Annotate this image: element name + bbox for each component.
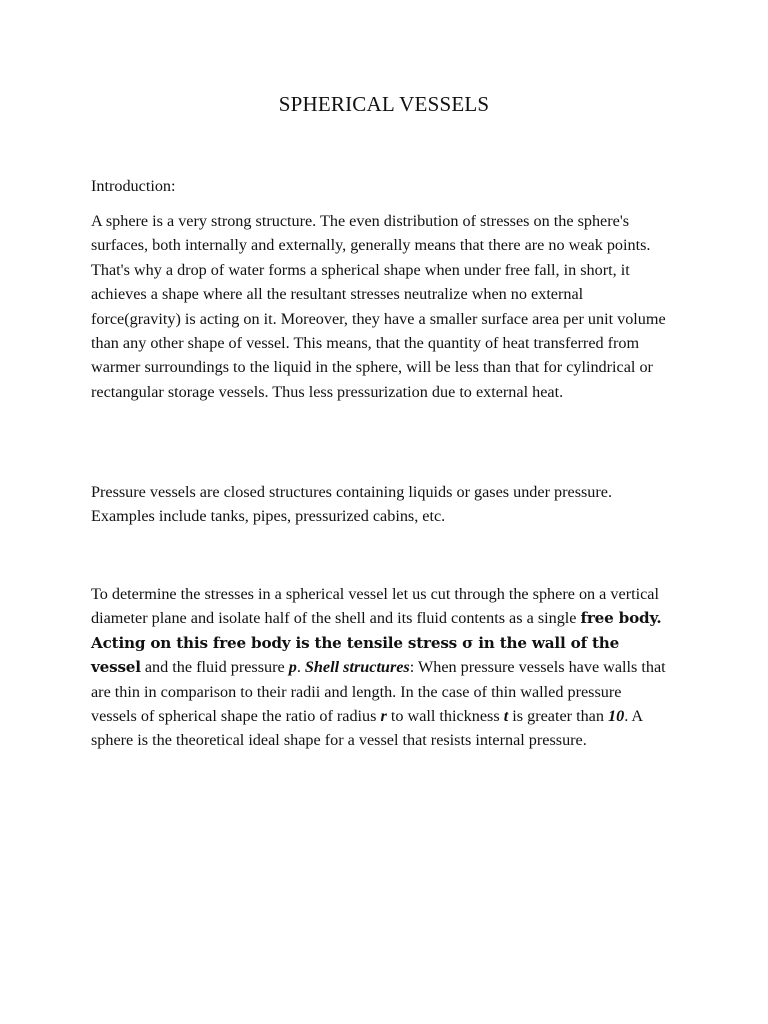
paragraph-stress-analysis (91, 582, 671, 753)
ratio-value: 10 (608, 707, 625, 726)
introduction-label-text: Introduction: (91, 177, 176, 195)
paragraph-stress-analysis-text (91, 582, 671, 753)
text-span: . (296, 658, 305, 677)
introduction-label (91, 174, 671, 198)
variable-t: t (503, 707, 509, 726)
variable-p: p (288, 658, 297, 677)
text-span: is greater than (508, 707, 608, 726)
paragraph-sphere-strength (91, 209, 671, 404)
text-span: . A sphere is the theoretical ideal shape for a vessel that resists internal pressure. (91, 707, 643, 750)
text-span: and the fluid pressure (140, 658, 289, 677)
text-span: To determine the stresses in a spherical vessel let us cut through the sphere on a vertical diameter plane and isolate half of the shell and its fluid contents as a single (91, 585, 659, 628)
shell-structures-term: Shell structures (304, 658, 410, 677)
text-span: to wall thickness (386, 707, 504, 726)
text-span: : When pressure vessels have walls that are thin in comparison to their radii and length. In the case of thin walled pressure vessels of spherical shape the ratio of radius (91, 658, 666, 726)
paragraph-pressure-vessels (91, 480, 671, 529)
page-title: SPHERICAL VESSELS (278, 92, 490, 116)
paragraph-sphere-strength-text: A sphere is a very strong structure. The even distribution of stresses on the sphere's surfaces, both internally and externally, generally means that there are no weak points. That's why a drop of water forms a spherical shape when under free fall, in short, it achieves a shape where all the resultant stresses neutralize when no external force(gravity) is acting on it. Moreover, they have a smaller surface area per unit volume than any other shape of vessel. This means, that the quantity of heat transferred from warmer surroundings to the liquid in the sphere, will be less than that for cylindrical or rectangular storage vessels. Thus less pressurization due to external heat. (91, 212, 666, 401)
paragraph-pressure-vessels-text: Pressure vessels are closed structures containing liquids or gases under pressure. Examples include tanks, pipes, pressurized cabins, etc. (91, 483, 613, 526)
variable-r: r (380, 707, 387, 726)
free-body-emphasis: free body. Acting on this free body is the tensile stress σ in the wall of the vessel (91, 609, 662, 677)
